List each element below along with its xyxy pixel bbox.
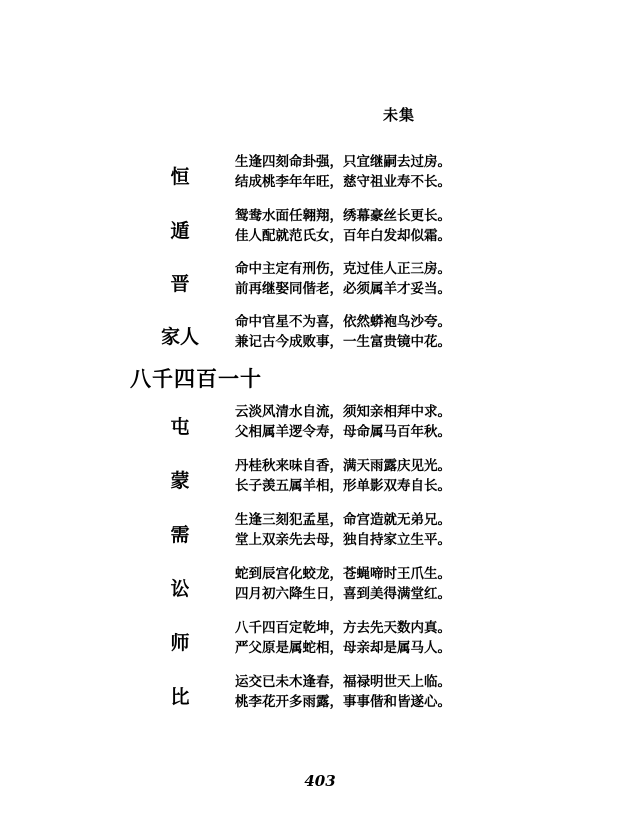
verse-line-2: 兼记古今成败事，一生富贵镜中花。 [235,334,451,350]
entry-name: 蒙 [170,470,190,492]
verse-line-1: 命中官星不为喜，依然蟒袍鸟沙夸。 [235,314,451,330]
verse-line-2: 长子羡五属羊相，形单影双寿自长。 [235,478,451,494]
verse-line-1: 鸳鸯水面任翱翔，绣幕豪丝长更长。 [235,208,451,224]
entry-name: 家人 [160,326,199,348]
entry-song [0,564,640,606]
entry-name: 需 [170,524,190,546]
entry-bi [0,672,640,714]
verse-line-1: 生逢三刻犯孟星，命宫造就无弟兄。 [235,512,451,528]
section-title: 八千四百一十 [130,366,262,391]
verse-line-2: 堂上双亲先去母，独自持家立生平。 [235,532,451,548]
entry-name: 师 [170,632,190,654]
verse-line-2: 父相属羊逻令寿，母命属马百年秋。 [235,424,451,440]
verse-line-2: 结成桃李年年旺，慈守祖业寿不长。 [235,174,451,190]
entry-name: 遁 [170,220,190,242]
entry-name: 晋 [170,273,190,295]
verse-line-2: 四月初六降生日，喜到美得满堂红。 [235,586,451,602]
page-number: 403 [304,772,336,790]
running-header: 未集 [383,106,416,124]
entry-name: 讼 [170,578,190,600]
entry-name: 比 [170,686,190,708]
entry-jin [0,259,640,301]
verse-line-2: 桃李花开多雨露，事事偕和皆遂心。 [235,694,451,710]
entry-meng [0,456,640,498]
verse-line-1: 命中主定有刑伤，克过佳人正三房。 [235,261,451,277]
verse-line-2: 佳人配就范氏女，百年白发却似霜。 [235,228,451,244]
entry-name: 屯 [170,416,190,438]
entry-heng [0,152,640,194]
entry-jiaren [0,312,640,354]
verse-line-1: 丹桂秋来味自香，满天雨露庆见光。 [235,458,451,474]
entry-zhun [0,402,640,444]
entry-name: 恒 [170,166,190,188]
verse-line-1: 蛇到辰宫化蛟龙，苍蝇啼时王爪生。 [235,566,451,582]
verse-line-1: 八千四百定乾坤，方去先天数内真。 [235,620,451,636]
verse-line-1: 运交已未木逢春，福禄明世天上临。 [235,674,451,690]
verse-line-2: 前再继娶同偕老，必须属羊才妥当。 [235,281,451,297]
entry-xu [0,510,640,552]
verse-line-1: 云淡风清水自流，须知亲相拜中求。 [235,404,451,420]
verse-line-1: 生逢四刻命卦强，只宜继嗣去过房。 [235,154,451,170]
verse-line-2: 严父原是属蛇相，母亲却是属马人。 [235,640,451,656]
entry-dun [0,206,640,248]
entry-shi [0,618,640,660]
